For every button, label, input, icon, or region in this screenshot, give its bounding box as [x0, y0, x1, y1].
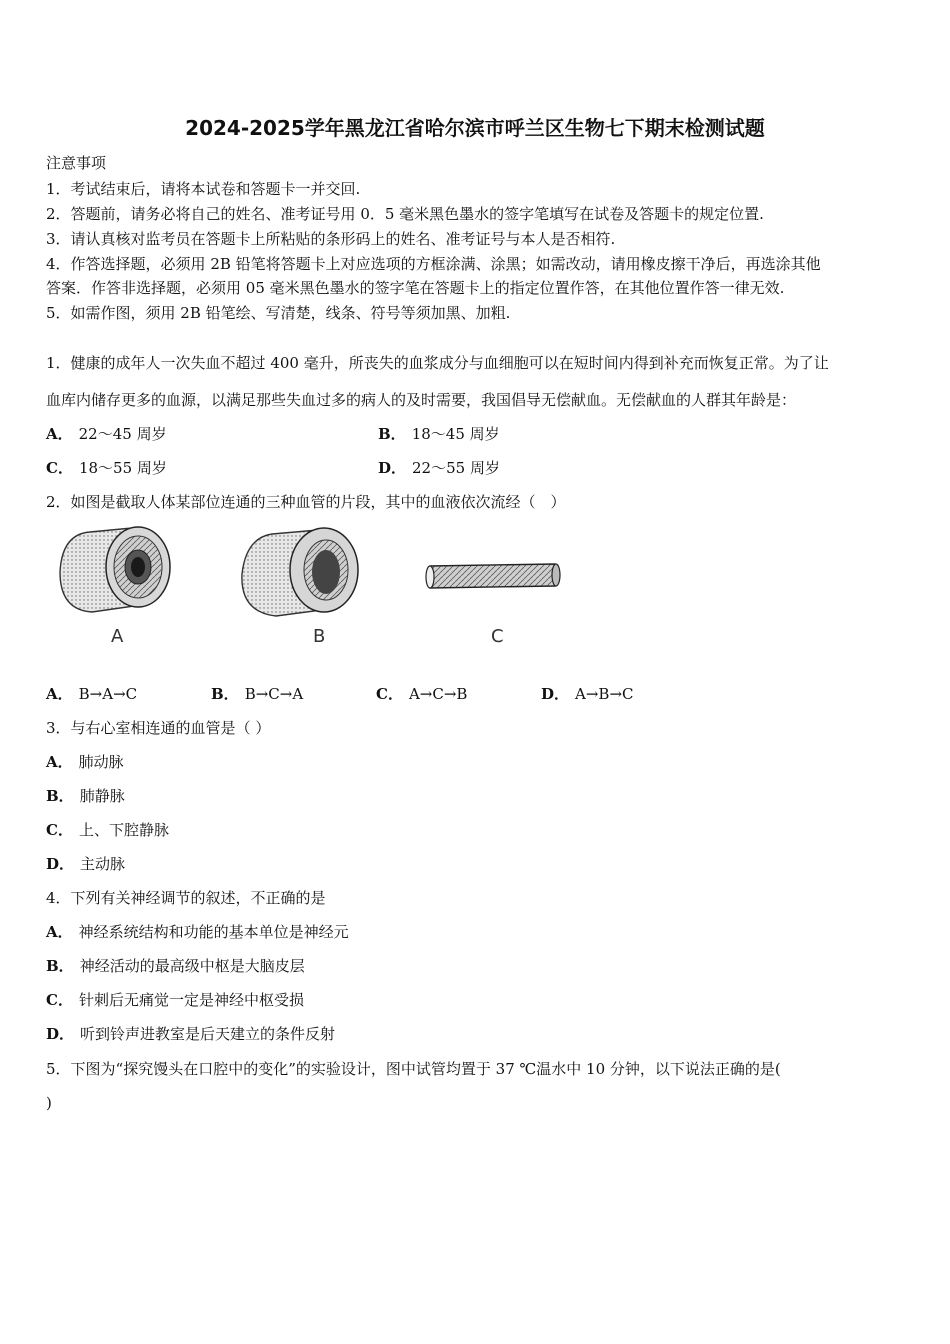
- question-2-option-b: B． B→C→A: [211, 685, 304, 703]
- blood-vessel-figure: [50, 522, 580, 657]
- figure-label-c: C: [491, 626, 504, 647]
- notice-item: 4．作答选择题，必须用 2B 铅笔将答题卡上对应选项的方框涂满、涂黑；如需改动，请用橡皮擦干净后，再选涂其他: [46, 255, 821, 273]
- notice-item: 2．答题前，请务必将自己的姓名、准考证号用 0．5 毫米黑色墨水的签字笔填写在试卷及答题卡的规定位置.: [46, 205, 764, 223]
- question-3-option-b: B． 肺静脉: [46, 787, 125, 805]
- question-3-option-c: C． 上、下腔静脉: [46, 821, 169, 839]
- notice-item: 答案．作答非选择题，必须用 05 毫米黑色墨水的签字笔在答题卡上的指定位置作答，在其他位置作答一律无效.: [46, 279, 785, 297]
- question-4-option-d: D． 听到铃声进教室是后天建立的条件反射: [46, 1025, 336, 1043]
- vessel-c-capillary-drawing: [426, 564, 560, 588]
- figure-label-a: A: [111, 626, 124, 647]
- question-4-option-b: B． 神经活动的最高级中枢是大脑皮层: [46, 957, 305, 975]
- question-3-option-d: D． 主动脉: [46, 855, 126, 873]
- question-1-stem-line1: 1．健康的成年人一次失血不超过 400 毫升，所丧失的血浆成分与血细胞可以在短时间内得到补充而恢复正常。为了让: [46, 354, 829, 372]
- notice-heading: 注意事项: [46, 154, 107, 172]
- figure-label-b: B: [313, 626, 326, 647]
- notice-item: 3．请认真核对监考员在答题卡上所粘贴的条形码上的姓名、准考证号与本人是否相符.: [46, 230, 616, 248]
- question-1-option-c: C． 18～55 周岁: [46, 459, 167, 477]
- question-1-stem-line2: 血库内储存更多的血源，以满足那些失血过多的病人的及时需要，我国倡导无偿献血。无偿献血的人群其年龄是：: [46, 391, 797, 409]
- question-2-stem: 2．如图是截取人体某部位连通的三种血管的片段，其中的血液依次流经（ ）: [46, 493, 566, 511]
- question-5-stem-line1: 5．下图为“探究馒头在口腔中的变化”的实验设计，图中试管均置于 37 ℃温水中 10 分钟，以下说法正确的是(: [46, 1060, 781, 1078]
- question-1-option-d: D． 22～55 周岁: [378, 459, 500, 477]
- question-3-stem: 3．与右心室相连通的血管是（ ）: [46, 719, 271, 737]
- notice-item: 1．考试结束后，请将本试卷和答题卡一并交回.: [46, 180, 361, 198]
- notice-item: 5．如需作图，须用 2B 铅笔绘、写清楚，线条、符号等须加黑、加粗.: [46, 304, 511, 322]
- question-4-option-c: C． 针刺后无痛觉一定是神经中枢受损: [46, 991, 304, 1009]
- question-5-stem-line2: ): [46, 1094, 52, 1112]
- question-2-option-a: A． B→A→C: [46, 685, 138, 703]
- vessel-a-artery-drawing: [60, 527, 170, 612]
- question-1-option-a: A． 22～45 周岁: [46, 425, 167, 443]
- question-3-option-a: A． 肺动脉: [46, 753, 124, 771]
- question-4-stem: 4．下列有关神经调节的叙述，不正确的是: [46, 889, 326, 907]
- question-4-option-a: A． 神经系统结构和功能的基本单位是神经元: [46, 923, 349, 941]
- question-2-option-d: D． A→B→C: [541, 685, 634, 703]
- page-title: 2024-2025学年黑龙江省哈尔滨市呼兰区生物七下期末检测试题: [185, 116, 765, 140]
- question-2-option-c: C． A→C→B: [376, 685, 468, 703]
- vessel-b-vein-drawing: [242, 528, 358, 616]
- question-1-option-b: B． 18～45 周岁: [378, 425, 500, 443]
